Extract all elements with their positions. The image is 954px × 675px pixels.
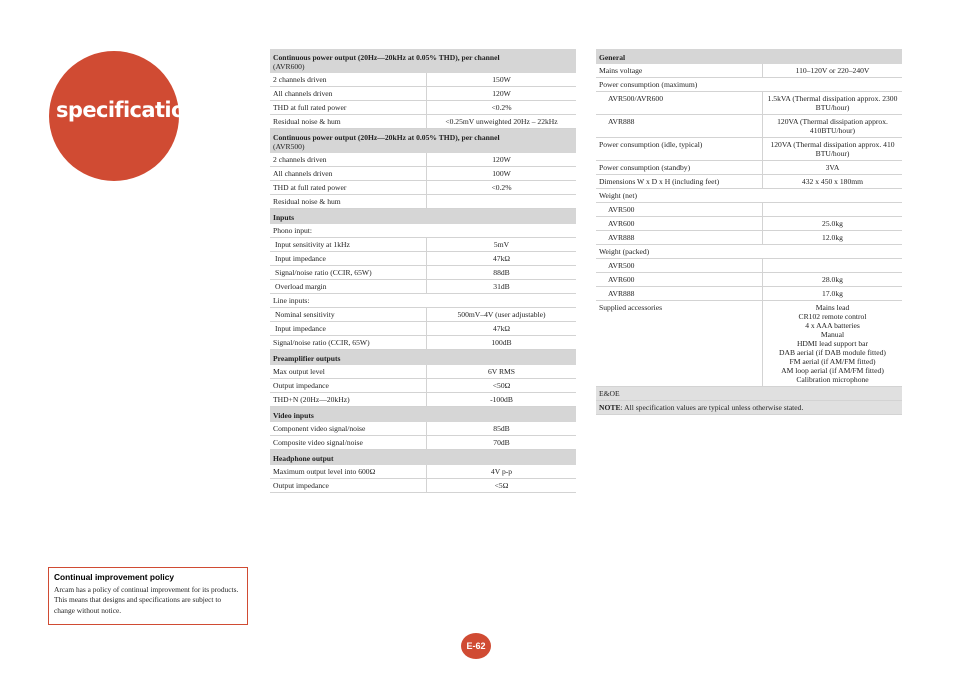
spec-row	[596, 217, 902, 231]
spec-value	[763, 203, 903, 217]
spec-label: Power consumption (idle, typical)	[596, 138, 763, 161]
policy-body: Arcam has a policy of continual improvement for its products. This means that designs and specifications are subject to change without notice.	[54, 585, 239, 615]
spec-row	[270, 465, 576, 479]
spec-row	[270, 336, 576, 350]
page-number-badge: E-62	[461, 633, 491, 659]
spec-label: Signal/noise ratio (CCIR, 65W)	[270, 336, 427, 350]
spec-label: AVR888	[596, 231, 763, 245]
page-title: specifications	[56, 98, 212, 122]
section-header-row	[270, 49, 576, 73]
spec-value	[427, 224, 577, 238]
spec-row	[596, 78, 902, 92]
spec-row	[270, 280, 576, 294]
section-subtitle: (AVR500)	[273, 142, 305, 151]
section-header-row	[270, 450, 576, 466]
spec-value: -100dB	[427, 393, 577, 407]
spec-row	[270, 101, 576, 115]
section-title-text: Preamplifier outputs	[273, 354, 341, 363]
spec-label: Component video signal/noise	[270, 422, 427, 436]
spec-label: Overload margin	[270, 280, 427, 294]
spec-value: 120W	[427, 153, 577, 167]
spec-table-right	[596, 49, 902, 415]
spec-value	[427, 195, 577, 209]
spec-row	[596, 64, 902, 78]
spec-row	[270, 393, 576, 407]
spec-label: Mains voltage	[596, 64, 763, 78]
spec-value: 85dB	[427, 422, 577, 436]
section-header-row	[270, 407, 576, 423]
section-title	[270, 350, 576, 366]
spec-table-left	[270, 49, 576, 493]
spec-label: THD+N (20Hz—20kHz)	[270, 393, 427, 407]
spec-value: <0.2%	[427, 181, 577, 195]
section-title	[270, 129, 576, 154]
spec-value: 17.0kg	[763, 287, 903, 301]
spec-row	[270, 436, 576, 450]
spec-value: 28.0kg	[763, 273, 903, 287]
spec-row	[596, 231, 902, 245]
spec-label: Dimensions W x D x H (including feet)	[596, 175, 763, 189]
spec-label: Weight (net)	[596, 189, 763, 203]
spec-value: 25.0kg	[763, 217, 903, 231]
spec-row	[270, 238, 576, 252]
spec-value: 120VA (Thermal dissipation approx. 410BTU/hour)	[763, 115, 903, 138]
spec-value: 432 x 450 x 180mm	[763, 175, 903, 189]
spec-row	[596, 175, 902, 189]
section-title	[270, 450, 576, 466]
spec-row	[270, 294, 576, 308]
section-title	[270, 209, 576, 225]
spec-label: AVR888	[596, 115, 763, 138]
spec-row	[270, 115, 576, 129]
spec-value: 100W	[427, 167, 577, 181]
spec-label: 2 channels driven	[270, 153, 427, 167]
spec-label: Phono input:	[270, 224, 427, 238]
spec-value: <50Ω	[427, 379, 577, 393]
spec-value: 150W	[427, 73, 577, 87]
spec-label: Signal/noise ratio (CCIR, 65W)	[270, 266, 427, 280]
spec-row	[270, 422, 576, 436]
spec-row	[270, 224, 576, 238]
section-header-row	[270, 350, 576, 366]
section-title-text: Headphone output	[273, 454, 334, 463]
eoe-row	[596, 387, 902, 401]
spec-row	[270, 73, 576, 87]
spec-row	[270, 308, 576, 322]
spec-label: AVR888	[596, 287, 763, 301]
spec-label: Line inputs:	[270, 294, 427, 308]
spec-row	[596, 189, 902, 203]
spec-label: Residual noise & hum	[270, 195, 427, 209]
spec-value: 31dB	[427, 280, 577, 294]
spec-value: Mains lead CR102 remote control 4 x AAA batteries Manual HDMI lead support bar DAB aerial (if DAB module fitted) FM aerial (if AM/FM fitted) AM loop aerial (if AM/FM fitted) Calibration microphone	[763, 301, 903, 387]
spec-row	[270, 153, 576, 167]
spec-value: 500mV–4V (user adjustable)	[427, 308, 577, 322]
spec-value: 120VA (Thermal dissipation approx. 410 BTU/hour)	[763, 138, 903, 161]
section-title-text: Continuous power output (20Hz—20kHz at 0.05% THD), per channel	[273, 133, 500, 142]
spec-label: Residual noise & hum	[270, 115, 427, 129]
section-title-text: Continuous power output (20Hz—20kHz at 0.05% THD), per channel	[273, 53, 500, 62]
spec-value: <0.25mV unweighted 20Hz – 22kHz	[427, 115, 577, 129]
spec-label: AVR500	[596, 259, 763, 273]
spec-label: Input sensitivity at 1kHz	[270, 238, 427, 252]
spec-label: THD at full rated power	[270, 101, 427, 115]
eoe-label: E&OE	[596, 387, 902, 401]
spec-label: All channels driven	[270, 87, 427, 101]
spec-row	[270, 266, 576, 280]
spec-row	[596, 259, 902, 273]
spec-value	[427, 294, 577, 308]
spec-value: 88dB	[427, 266, 577, 280]
spec-row	[270, 365, 576, 379]
spec-value: <5Ω	[427, 479, 577, 493]
spec-row	[270, 87, 576, 101]
spec-row	[596, 273, 902, 287]
spec-value: <0.2%	[427, 101, 577, 115]
spec-label: AVR500	[596, 203, 763, 217]
spec-label: AVR600	[596, 217, 763, 231]
spec-row	[596, 287, 902, 301]
spec-value	[763, 189, 903, 203]
section-header-row	[270, 129, 576, 154]
section-title-text: General	[599, 53, 626, 62]
spec-value: 1.5kVA (Thermal dissipation approx. 2300 BTU/hour)	[763, 92, 903, 115]
spec-value: 5mV	[427, 238, 577, 252]
spec-value: 120W	[427, 87, 577, 101]
section-header-row	[270, 209, 576, 225]
spec-value	[763, 245, 903, 259]
spec-value: 110–120V or 220–240V	[763, 64, 903, 78]
spec-row	[270, 195, 576, 209]
section-subtitle: (AVR600)	[273, 62, 305, 71]
spec-label: Max output level	[270, 365, 427, 379]
note-row	[596, 401, 902, 415]
spec-row	[596, 245, 902, 259]
spec-row	[596, 203, 902, 217]
section-title	[596, 49, 902, 64]
note-text: NOTE: All specification values are typical unless otherwise stated.	[596, 401, 902, 415]
note-label: NOTE	[599, 403, 621, 412]
spec-label: Power consumption (maximum)	[596, 78, 763, 92]
spec-label: Composite video signal/noise	[270, 436, 427, 450]
spec-label: Supplied accessories	[596, 301, 763, 387]
spec-value: 47kΩ	[427, 322, 577, 336]
spec-label: AVR500/AVR600	[596, 92, 763, 115]
spec-label: All channels driven	[270, 167, 427, 181]
section-title-text: Inputs	[273, 213, 295, 222]
spec-row	[270, 181, 576, 195]
policy-title: Continual improvement policy	[54, 572, 175, 582]
spec-label: Input impedance	[270, 252, 427, 266]
spec-value: 12.0kg	[763, 231, 903, 245]
policy-box	[48, 567, 248, 625]
spec-row	[596, 115, 902, 138]
spec-label: Output impedance	[270, 379, 427, 393]
spec-row	[596, 138, 902, 161]
spec-value	[763, 78, 903, 92]
spec-value	[763, 259, 903, 273]
section-title-text: Video inputs	[273, 411, 314, 420]
spec-row	[596, 92, 902, 115]
spec-label: AVR600	[596, 273, 763, 287]
spec-label: Weight (packed)	[596, 245, 763, 259]
section-title	[270, 49, 576, 73]
spec-value: 47kΩ	[427, 252, 577, 266]
section-header-row	[596, 49, 902, 64]
spec-row	[270, 479, 576, 493]
spec-row	[270, 379, 576, 393]
spec-value: 70dB	[427, 436, 577, 450]
spec-row	[596, 301, 902, 387]
spec-label: Maximum output level into 600Ω	[270, 465, 427, 479]
spec-label: Input impedance	[270, 322, 427, 336]
spec-row	[270, 252, 576, 266]
spec-value: 100dB	[427, 336, 577, 350]
spec-label: Output impedance	[270, 479, 427, 493]
spec-value: 3VA	[763, 161, 903, 175]
spec-row	[270, 322, 576, 336]
spec-value: 4V p-p	[427, 465, 577, 479]
spec-value: 6V RMS	[427, 365, 577, 379]
section-title	[270, 407, 576, 423]
spec-row	[270, 167, 576, 181]
spec-label: 2 channels driven	[270, 73, 427, 87]
spec-row	[596, 161, 902, 175]
spec-label: THD at full rated power	[270, 181, 427, 195]
spec-label: Nominal sensitivity	[270, 308, 427, 322]
spec-label: Power consumption (standby)	[596, 161, 763, 175]
